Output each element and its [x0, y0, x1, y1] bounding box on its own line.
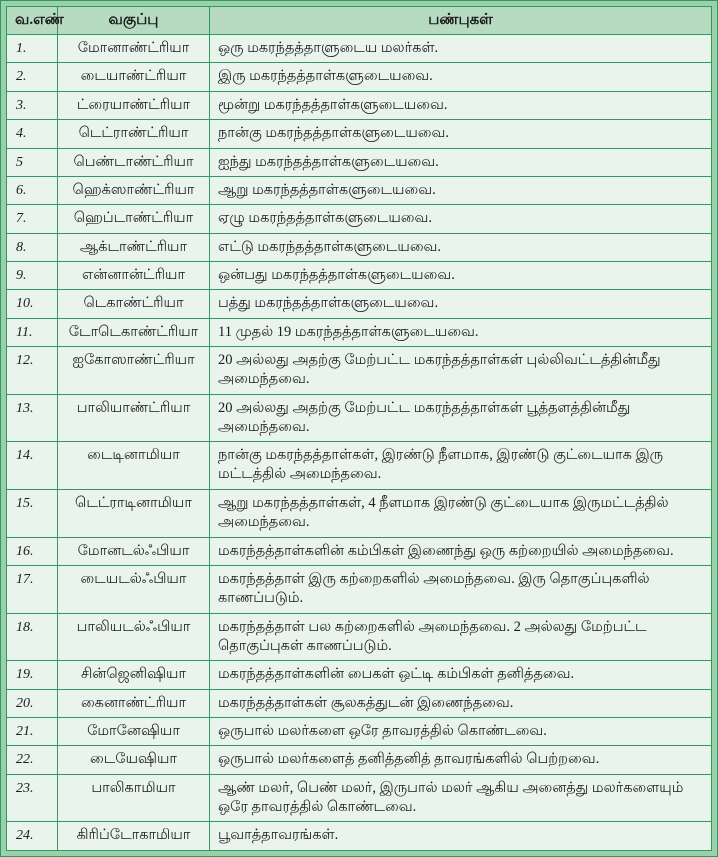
table-row [7, 490, 712, 538]
serial-cell: 11. [7, 318, 58, 346]
table-row [7, 689, 712, 717]
header-class: வகுப்பு [58, 7, 210, 35]
properties-cell: ஆண் மலர், பெண் மலர், இருபால் மலர் ஆகிய அனைத்து மலர்களையும் ஒரே தாவரத்தில் கொண்டவை. [210, 774, 712, 822]
properties-cell: 11 முதல் 19 மகரந்தத்தாள்களுடையவை. [210, 318, 712, 346]
properties-cell: மகரந்தத்தாள்களின் கம்பிகள் இணைந்து ஒரு கற்றையில் அமைந்தவை. [210, 537, 712, 565]
serial-cell: 6. [7, 176, 58, 204]
serial-cell: 16. [7, 537, 58, 565]
serial-cell: 13. [7, 394, 58, 442]
properties-cell: ஒருபால் மலர்களைத் தனித்தனித் தாவரங்களில் பெற்றவை. [210, 746, 712, 774]
properties-cell: ஏழு மகரந்தத்தாள்களுடையவை. [210, 205, 712, 233]
serial-cell: 2. [7, 63, 58, 91]
class-name-cell: என்னான்ட்ரியா [58, 262, 210, 290]
class-name-cell: டெட்ராடினாமியா [58, 490, 210, 538]
properties-cell: ஆறு மகரந்தத்தாள்கள், 4 நீளமாக இரண்டு குட்டையாக இருமட்டத்தில் அமைந்தவை. [210, 490, 712, 538]
properties-cell: பத்து மகரந்தத்தாள்களுடையவை. [210, 290, 712, 318]
serial-cell: 1. [7, 35, 58, 63]
serial-cell: 8. [7, 233, 58, 261]
serial-cell: 18. [7, 613, 58, 661]
properties-cell: நான்கு மகரந்தத்தாள்களுடையவை. [210, 120, 712, 148]
table-body [7, 35, 712, 851]
table-row [7, 774, 712, 822]
class-name-cell: டெட்ராண்ட்ரியா [58, 120, 210, 148]
class-name-cell: டெகாண்ட்ரியா [58, 290, 210, 318]
properties-cell: மூன்று மகரந்தத்தாள்களுடையவை. [210, 91, 712, 119]
header-serial-number: வ.எண் [7, 7, 58, 35]
serial-cell: 7. [7, 205, 58, 233]
class-name-cell: மோனேஷியா [58, 718, 210, 746]
serial-cell: 3. [7, 91, 58, 119]
class-name-cell: ஹெப்டாண்ட்ரியா [58, 205, 210, 233]
class-name-cell: டோடெகாண்ட்ரியா [58, 318, 210, 346]
header-row [7, 7, 712, 35]
properties-cell: ஆறு மகரந்தத்தாள்களுடையவை. [210, 176, 712, 204]
properties-cell: மகரந்தத்தாள் பல கற்றைகளில் அமைந்தவை. 2 அல்லது மேற்பட்ட தொகுப்புகள் காணப்படும். [210, 613, 712, 661]
table-row [7, 347, 712, 395]
table-row [7, 394, 712, 442]
table-row [7, 91, 712, 119]
serial-cell: 17. [7, 566, 58, 614]
properties-cell: இரு மகரந்தத்தாள்களுடையவை. [210, 63, 712, 91]
table-row [7, 566, 712, 614]
class-name-cell: ஹெக்ஸாண்ட்ரியா [58, 176, 210, 204]
class-name-cell: பாலியடல்ஃபியா [58, 613, 210, 661]
table-row [7, 176, 712, 204]
table-row [7, 262, 712, 290]
class-name-cell: டையாண்ட்ரியா [58, 63, 210, 91]
properties-cell: 20 அல்லது அதற்கு மேற்பட்ட மகரந்தத்தாள்கள் பூத்தளத்தின்மீது அமைந்தவை. [210, 394, 712, 442]
serial-cell: 15. [7, 490, 58, 538]
table-row [7, 205, 712, 233]
table-row [7, 148, 712, 176]
table-row [7, 442, 712, 490]
serial-cell: 19. [7, 661, 58, 689]
table-row [7, 120, 712, 148]
serial-cell: 22. [7, 746, 58, 774]
table-row [7, 233, 712, 261]
serial-cell: 24. [7, 822, 58, 851]
table-row [7, 63, 712, 91]
properties-cell: மகரந்தத்தாள் இரு கற்றைகளில் அமைந்தவை. இரு தொகுப்புகளில் காணப்படும். [210, 566, 712, 614]
serial-cell: 12. [7, 347, 58, 395]
properties-cell: எட்டு மகரந்தத்தாள்களுடையவை. [210, 233, 712, 261]
properties-cell: ஒன்பது மகரந்தத்தாள்களுடையவை. [210, 262, 712, 290]
class-name-cell: கைனாண்ட்ரியா [58, 689, 210, 717]
class-name-cell: ஐகோஸாண்ட்ரியா [58, 347, 210, 395]
properties-cell: ஒருபால் மலர்களை ஒரே தாவரத்தில் கொண்டவை. [210, 718, 712, 746]
serial-cell: 23. [7, 774, 58, 822]
class-name-cell: மோனடல்ஃபியா [58, 537, 210, 565]
class-name-cell: ஆக்டாண்ட்ரியா [58, 233, 210, 261]
properties-cell: ஐந்து மகரந்தத்தாள்களுடையவை. [210, 148, 712, 176]
header-properties: பண்புகள் [210, 7, 712, 35]
table-row [7, 718, 712, 746]
class-name-cell: டையடல்ஃபியா [58, 566, 210, 614]
table-row [7, 290, 712, 318]
table-row [7, 822, 712, 851]
class-name-cell: டைடினாமியா [58, 442, 210, 490]
table-row [7, 537, 712, 565]
properties-cell: மகரந்தத்தாள்களின் பைகள் ஒட்டி கம்பிகள் தனித்தவை. [210, 661, 712, 689]
class-name-cell: மோனாண்ட்ரியா [58, 35, 210, 63]
properties-cell: ஒரு மகரந்தத்தாளுடைய மலர்கள். [210, 35, 712, 63]
serial-cell: 21. [7, 718, 58, 746]
serial-cell: 5 [7, 148, 58, 176]
table-row [7, 746, 712, 774]
table-row [7, 318, 712, 346]
class-name-cell: பாலியாண்ட்ரியா [58, 394, 210, 442]
serial-cell: 4. [7, 120, 58, 148]
serial-cell: 20. [7, 689, 58, 717]
serial-cell: 14. [7, 442, 58, 490]
table-row [7, 35, 712, 63]
class-name-cell: ட்ரையாண்ட்ரியா [58, 91, 210, 119]
serial-cell: 9. [7, 262, 58, 290]
properties-cell: 20 அல்லது அதற்கு மேற்பட்ட மகரந்தத்தாள்கள் புல்லிவட்டத்தின்மீது அமைந்தவை. [210, 347, 712, 395]
class-name-cell: டையேஷியா [58, 746, 210, 774]
table-row [7, 661, 712, 689]
class-name-cell: சின்ஜெனிஷியா [58, 661, 210, 689]
class-name-cell: பாலிகாமியா [58, 774, 210, 822]
table-row [7, 613, 712, 661]
classification-table [6, 6, 712, 851]
class-name-cell: பெண்டாண்ட்ரியா [58, 148, 210, 176]
properties-cell: பூவாத்தாவரங்கள். [210, 822, 712, 851]
serial-cell: 10. [7, 290, 58, 318]
class-name-cell: கிரிப்டோகாமியா [58, 822, 210, 851]
properties-cell: நான்கு மகரந்தத்தாள்கள், இரண்டு நீளமாக, இரண்டு குட்டையாக இரு மட்டத்தில் அமைந்தவை. [210, 442, 712, 490]
properties-cell: மகரந்தத்தாள்கள் சூலகத்துடன் இணைந்தவை. [210, 689, 712, 717]
